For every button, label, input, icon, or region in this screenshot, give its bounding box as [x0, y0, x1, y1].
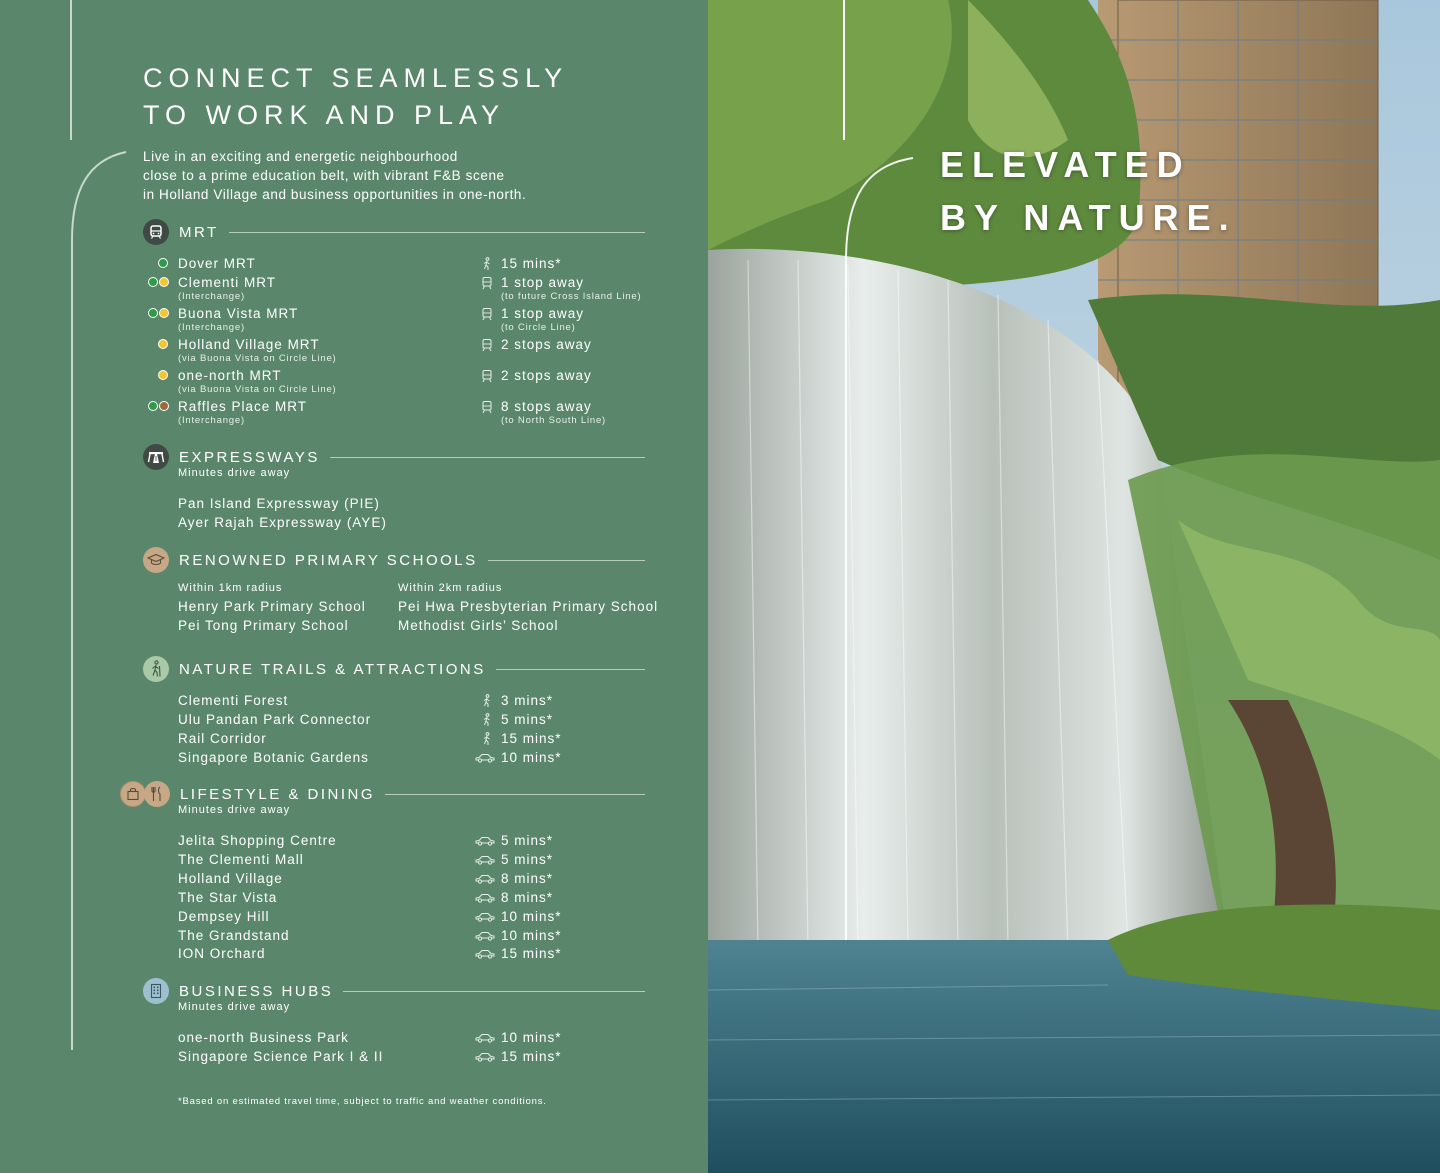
expressway-icon [143, 444, 169, 470]
nature-row-name: Singapore Botanic Gardens [178, 750, 369, 765]
section-divider [488, 560, 645, 561]
decor-vertical-line [70, 0, 72, 140]
lifestyle-row-name: Holland Village [178, 871, 283, 886]
decor-curve-line [68, 150, 128, 1050]
hiker-icon [143, 656, 169, 682]
car-icon [474, 947, 496, 961]
mrt-line-badges [158, 258, 168, 270]
intro-paragraph [143, 147, 603, 204]
section-business-subtitle: Minutes drive away [178, 1001, 291, 1013]
mrt-row-value-note: (to North South Line) [501, 415, 606, 426]
intro-line-3: in Holland Village and business opportunities in one-north. [143, 187, 527, 202]
hero-title [940, 138, 1237, 244]
lifestyle-row-name: Dempsey Hill [178, 909, 270, 924]
mrt-line-badges [148, 277, 169, 289]
line-dot-icon [158, 339, 168, 349]
walk-icon [476, 713, 498, 727]
graduation-cap-icon [143, 547, 169, 573]
mrt-row-value: 15 mins* [501, 256, 562, 271]
section-business-title: BUSINESS HUBS [179, 982, 334, 1000]
mrt-row-note: (Interchange) [178, 415, 245, 426]
schools-col2-label: Within 2km radius [398, 582, 503, 594]
section-mrt-title: MRT [179, 223, 219, 241]
section-divider [229, 232, 645, 233]
section-divider [496, 669, 645, 670]
line-dot-icon [148, 308, 158, 318]
intro-line-1: Live in an exciting and energetic neighbourhood [143, 149, 458, 164]
title-line-1: CONNECT SEAMLESSLY [143, 63, 569, 93]
school-row: Henry Park Primary School [178, 599, 366, 614]
train-icon [476, 400, 498, 414]
car-icon [474, 751, 496, 765]
section-schools-header [143, 546, 645, 574]
lifestyle-row-value: 5 mins* [501, 852, 554, 867]
car-icon [474, 872, 496, 886]
line-dot-icon [148, 277, 158, 287]
schools-col1-label: Within 1km radius [178, 582, 283, 594]
page-title [143, 60, 663, 134]
walk-icon [476, 694, 498, 708]
mrt-row-value: 2 stops away [501, 337, 592, 352]
lifestyle-row-name: ION Orchard [178, 946, 266, 961]
lifestyle-row-name: The Clementi Mall [178, 852, 304, 867]
mrt-row-value: 1 stop away [501, 306, 585, 321]
line-dot-icon [158, 258, 168, 268]
business-row-value: 15 mins* [501, 1049, 562, 1064]
mrt-row-value-note: (to future Cross Island Line) [501, 291, 642, 302]
train-icon [476, 338, 498, 352]
school-row: Pei Tong Primary School [178, 618, 349, 633]
lifestyle-row-name: The Grandstand [178, 928, 290, 943]
title-line-2: TO WORK AND PLAY [143, 100, 506, 130]
section-lifestyle-subtitle: Minutes drive away [178, 804, 291, 816]
mrt-row-value: 1 stop away [501, 275, 585, 290]
hero-photo [708, 0, 1440, 1173]
section-expressways-title: EXPRESSWAYS [179, 448, 320, 466]
lifestyle-row-value: 10 mins* [501, 928, 562, 943]
mrt-line-badges [148, 401, 169, 413]
section-nature-header [143, 655, 645, 683]
nature-row-value: 3 mins* [501, 693, 554, 708]
expressway-row: Pan Island Expressway (PIE) [178, 496, 380, 511]
lifestyle-row-name: Jelita Shopping Centre [178, 833, 337, 848]
line-dot-icon [159, 308, 169, 318]
business-row-name: Singapore Science Park I & II [178, 1049, 384, 1064]
car-icon [474, 1031, 496, 1045]
mrt-row-name: Raffles Place MRT [178, 399, 308, 414]
mrt-row-note: (via Buona Vista on Circle Line) [178, 384, 337, 395]
mrt-row-name: Clementi MRT [178, 275, 277, 290]
business-row-name: one-north Business Park [178, 1030, 349, 1045]
mrt-row-value: 2 stops away [501, 368, 592, 383]
walk-icon [476, 257, 498, 271]
lifestyle-row-value: 8 mins* [501, 871, 554, 886]
expressway-row: Ayer Rajah Expressway (AYE) [178, 515, 387, 530]
lifestyle-row-value: 15 mins* [501, 946, 562, 961]
nature-row-name: Ulu Pandan Park Connector [178, 712, 372, 727]
section-expressways-subtitle: Minutes drive away [178, 467, 291, 479]
mrt-line-badges [158, 370, 168, 382]
mrt-row-name: Dover MRT [178, 256, 256, 271]
lifestyle-row-value: 10 mins* [501, 909, 562, 924]
hero-title-line-2: BY NATURE. [940, 197, 1237, 238]
line-dot-icon [159, 401, 169, 411]
train-icon [476, 276, 498, 290]
nature-row-name: Rail Corridor [178, 731, 267, 746]
car-icon [474, 834, 496, 848]
mrt-line-badges [148, 308, 169, 320]
nature-row-value: 15 mins* [501, 731, 562, 746]
car-icon [474, 1050, 496, 1064]
mrt-row-note: (Interchange) [178, 291, 245, 302]
intro-line-2: close to a prime education belt, with vibrant F&B scene [143, 168, 505, 183]
shopping-bag-icon [120, 781, 146, 807]
cutlery-icon [144, 781, 170, 807]
footnote: *Based on estimated travel time, subject to traffic and weather conditions. [178, 1096, 547, 1107]
mrt-row-note: (via Buona Vista on Circle Line) [178, 353, 337, 364]
section-lifestyle-title: LIFESTYLE & DINING [180, 785, 376, 803]
section-schools-title: RENOWNED PRIMARY SCHOOLS [179, 551, 478, 569]
section-divider [385, 794, 645, 795]
train-icon [143, 219, 169, 245]
mrt-row-name: one-north MRT [178, 368, 282, 383]
walk-icon [476, 732, 498, 746]
mrt-row-name: Holland Village MRT [178, 337, 320, 352]
section-divider [343, 991, 645, 992]
car-icon [474, 853, 496, 867]
hero-title-line-1: ELEVATED [940, 144, 1191, 185]
line-dot-icon [159, 277, 169, 287]
car-icon [474, 910, 496, 924]
nature-row-name: Clementi Forest [178, 693, 289, 708]
car-icon [474, 929, 496, 943]
section-divider [330, 457, 645, 458]
mrt-row-note: (Interchange) [178, 322, 245, 333]
train-icon [476, 307, 498, 321]
school-row: Pei Hwa Presbyterian Primary School [398, 599, 659, 614]
lifestyle-row-value: 8 mins* [501, 890, 554, 905]
section-mrt-header [143, 218, 645, 246]
mrt-row-value: 8 stops away [501, 399, 592, 414]
car-icon [474, 891, 496, 905]
line-dot-icon [148, 401, 158, 411]
section-nature-title: NATURE TRAILS & ATTRACTIONS [179, 660, 486, 678]
left-panel [0, 0, 708, 1173]
building-icon [143, 978, 169, 1004]
business-row-value: 10 mins* [501, 1030, 562, 1045]
mrt-row-value-note: (to Circle Line) [501, 322, 576, 333]
lifestyle-row-value: 5 mins* [501, 833, 554, 848]
train-icon [476, 369, 498, 383]
mrt-line-badges [158, 339, 168, 351]
school-row: Methodist Girls’ School [398, 618, 559, 633]
line-dot-icon [158, 370, 168, 380]
lifestyle-row-name: The Star Vista [178, 890, 278, 905]
mrt-row-name: Buona Vista MRT [178, 306, 299, 321]
nature-row-value: 10 mins* [501, 750, 562, 765]
nature-row-value: 5 mins* [501, 712, 554, 727]
